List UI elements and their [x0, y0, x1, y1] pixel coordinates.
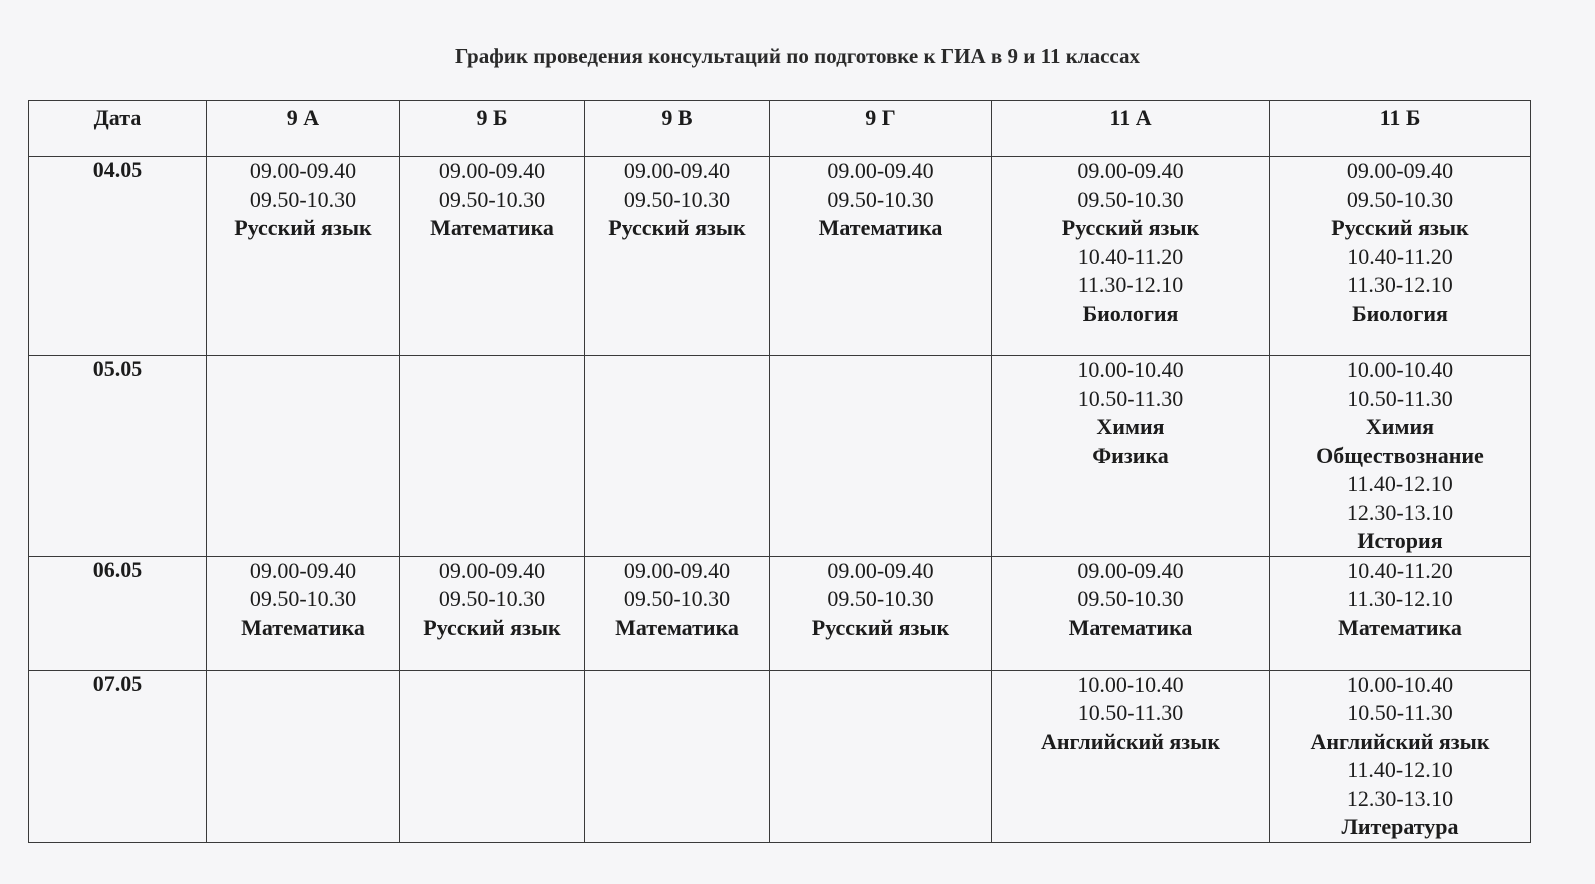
subject-label: Биология — [1352, 300, 1448, 326]
subject-label: Обществознание — [1316, 442, 1484, 468]
time-slot: 09.00-09.40 — [827, 158, 934, 183]
header-date: Дата — [29, 101, 207, 157]
date-cell: 05.05 — [29, 356, 207, 557]
time-slot: 09.00-09.40 — [623, 557, 731, 583]
schedule-cell — [1270, 670, 1531, 842]
table-row — [29, 670, 1531, 842]
time-slot: 09.00-09.40 — [623, 158, 731, 183]
time-slot: 09.50-10.30 — [249, 186, 357, 212]
schedule-cell — [770, 556, 992, 670]
table-row — [29, 556, 1531, 670]
subject-label: Русский язык — [608, 215, 746, 240]
subject-label: Русский язык — [234, 215, 372, 240]
time-slot: 11.30-12.10 — [1077, 272, 1184, 297]
time-slot: 09.50-10.30 — [1077, 186, 1184, 212]
date-cell: 04.05 — [29, 157, 207, 356]
time-slot: 10.50-11.30 — [1077, 700, 1184, 725]
time-slot: 10.40-11.20 — [1077, 243, 1184, 269]
date-cell: 07.05 — [29, 670, 207, 842]
time-slot: 09.00-09.40 — [827, 557, 934, 583]
time-slot: 10.00-10.40 — [1346, 671, 1454, 697]
subject-label: Химия — [1365, 414, 1435, 439]
subject-label: Литература — [1341, 814, 1459, 839]
time-slot: 09.50-10.30 — [623, 586, 731, 611]
time-slot: 09.50-10.30 — [438, 586, 546, 611]
schedule-cell — [400, 670, 585, 842]
time-slot: 11.30-12.10 — [1347, 272, 1453, 297]
time-slot: 11.30-12.10 — [1347, 586, 1453, 611]
time-slot: 12.30-13.10 — [1346, 785, 1454, 811]
time-slot: 10.50-11.30 — [1347, 700, 1453, 725]
table-row — [29, 157, 1531, 356]
subject-label: Математика — [241, 614, 365, 640]
time-slot: 10.00-10.40 — [1077, 671, 1184, 697]
schedule-cell — [585, 157, 770, 356]
header-11a: 11 А — [992, 101, 1270, 157]
subject-label: Русский язык — [811, 614, 950, 640]
schedule-cell — [1270, 556, 1531, 670]
subject-label: Русский язык — [423, 614, 561, 640]
schedule-cell — [770, 157, 992, 356]
schedule-cell — [770, 670, 992, 842]
subject-label: Английский язык — [1310, 728, 1490, 754]
header-9b: 9 Б — [400, 101, 585, 157]
subject-label: Химия — [1096, 414, 1165, 439]
schedule-cell — [207, 670, 400, 842]
subject-label: Математика — [818, 215, 943, 240]
time-slot: 09.00-09.40 — [1077, 158, 1184, 183]
header-9a: 9 А — [207, 101, 400, 157]
time-slot: 10.00-10.40 — [1077, 357, 1184, 382]
page-title: График проведения консультаций по подготовке к ГИА в 9 и 11 классах — [455, 44, 1140, 68]
schedule-cell — [992, 556, 1270, 670]
schedule-cell — [207, 157, 400, 356]
date-cell: 06.05 — [29, 556, 207, 670]
schedule-cell — [400, 556, 585, 670]
schedule-cell — [400, 157, 585, 356]
subject-label: Математика — [1068, 614, 1193, 640]
subject-label: Физика — [1092, 442, 1169, 468]
schedule-cell — [585, 670, 770, 842]
schedule-cell — [1270, 356, 1531, 557]
subject-label: Русский язык — [1331, 215, 1469, 240]
time-slot: 11.40-12.10 — [1347, 757, 1453, 782]
schedule-cell — [207, 356, 400, 557]
time-slot: 10.50-11.30 — [1077, 385, 1184, 411]
time-slot: 09.00-09.40 — [1077, 557, 1184, 583]
subject-label: Английский язык — [1040, 728, 1221, 754]
time-slot: 09.50-10.30 — [827, 186, 934, 212]
schedule-cell — [992, 356, 1270, 557]
time-slot: 09.00-09.40 — [438, 158, 546, 183]
time-slot: 09.50-10.30 — [1346, 186, 1454, 212]
header-9g: 9 Г — [770, 101, 992, 157]
schedule-cell — [770, 356, 992, 557]
subject-label: Математика — [615, 614, 739, 640]
time-slot: 09.00-09.40 — [249, 557, 357, 583]
time-slot: 09.00-09.40 — [249, 158, 357, 183]
time-slot: 09.50-10.30 — [438, 186, 546, 212]
time-slot: 09.50-10.30 — [623, 186, 731, 212]
subject-label: История — [1357, 528, 1443, 553]
time-slot: 10.00-10.40 — [1346, 357, 1454, 382]
time-slot: 09.50-10.30 — [1077, 586, 1184, 611]
time-slot: 12.30-13.10 — [1346, 499, 1454, 525]
table-row — [29, 356, 1531, 557]
schedule-cell — [585, 356, 770, 557]
time-slot: 09.50-10.30 — [827, 586, 934, 611]
subject-label: Биология — [1082, 300, 1179, 326]
time-slot: 10.50-11.30 — [1347, 385, 1453, 411]
schedule-cell — [400, 356, 585, 557]
schedule-cell — [585, 556, 770, 670]
subject-label: Русский язык — [1061, 215, 1200, 240]
subject-label: Математика — [1338, 614, 1462, 640]
time-slot: 11.40-12.10 — [1347, 471, 1453, 496]
schedule-cell — [207, 556, 400, 670]
header-9v: 9 В — [585, 101, 770, 157]
schedule-cell — [1270, 157, 1531, 356]
header-11b: 11 Б — [1270, 101, 1531, 157]
time-slot: 09.00-09.40 — [1346, 158, 1454, 183]
schedule-cell — [992, 670, 1270, 842]
schedule-table — [28, 100, 1531, 843]
time-slot: 10.40-11.20 — [1347, 243, 1453, 269]
time-slot: 10.40-11.20 — [1347, 557, 1453, 583]
time-slot: 09.50-10.30 — [249, 586, 357, 611]
schedule-cell — [992, 157, 1270, 356]
subject-label: Математика — [430, 215, 554, 240]
header-row — [29, 101, 1531, 157]
time-slot: 09.00-09.40 — [438, 557, 546, 583]
